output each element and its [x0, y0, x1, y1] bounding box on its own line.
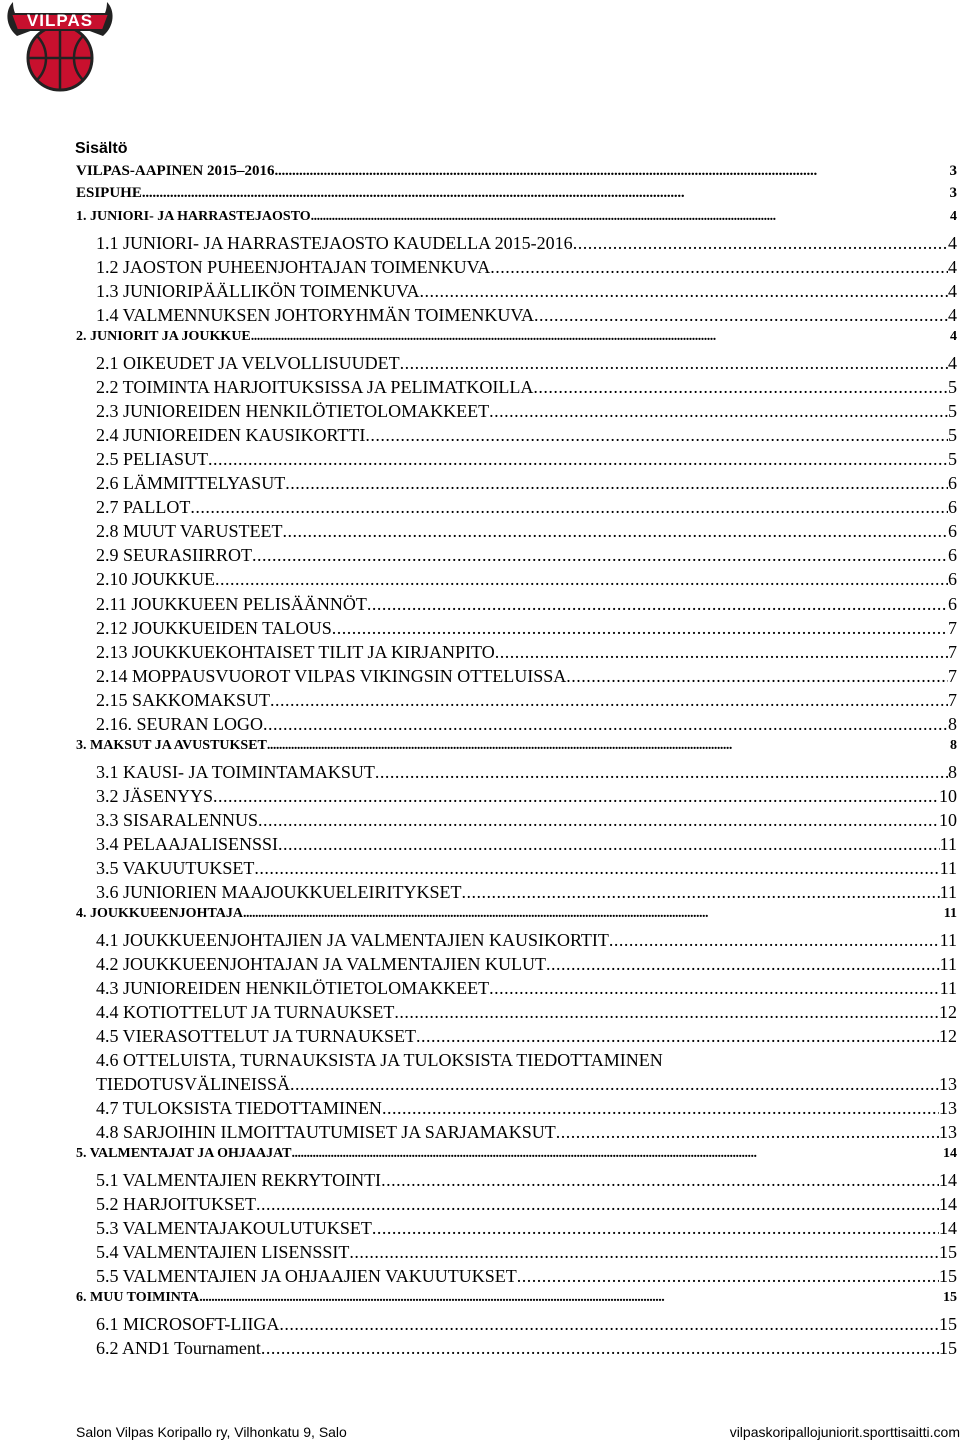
toc-page-number: 11: [939, 882, 957, 902]
toc-entry[interactable]: [96, 618, 957, 639]
toc-entry-title: 2.12 JOUKKUEIDEN TALOUS: [96, 618, 332, 638]
toc-leader-dots: [208, 449, 948, 470]
toc-entry-title: 3. MAKSUT JA AVUSTUKSET: [76, 738, 267, 753]
toc-entry-title: 4.7 TULOKSISTA TIEDOTTAMINEN: [96, 1098, 382, 1118]
toc-entry-title: 2.8 MUUT VARUSTEET: [96, 521, 283, 541]
toc-leader-dots: [372, 1218, 939, 1239]
toc-page-number: 7: [948, 690, 957, 710]
toc-entry-title: 2.3 JUNIOREIDEN HENKILÖTIETOLOMAKKEET: [96, 401, 490, 421]
toc-leader-dots: [252, 545, 948, 566]
toc-page-number: 4: [950, 329, 957, 344]
toc-entry[interactable]: [96, 954, 957, 975]
toc-leader-dots: [283, 521, 948, 542]
toc-leader-dots: [382, 1098, 939, 1119]
toc-leader-dots: [263, 714, 948, 735]
toc-entry-title: 2.16. SEURAN LOGO: [96, 714, 264, 734]
toc-entry-title: 2.13 JOUKKUEKOHTAISET TILIT JA KIRJANPITO: [96, 642, 495, 662]
toc-leader-dots: [256, 1194, 939, 1215]
toc-leader-dots: [213, 786, 939, 807]
toc-page-number: 12: [939, 1002, 957, 1022]
toc-entry[interactable]: [96, 762, 957, 783]
toc-entry-title: 2.9 SEURASIIRROT: [96, 545, 253, 565]
toc-page-number: 11: [939, 834, 957, 854]
toc-entry[interactable]: [96, 882, 957, 903]
toc-entry[interactable]: [96, 1218, 957, 1239]
toc-entry[interactable]: [76, 1290, 957, 1306]
toc-page-number: 15: [939, 1338, 957, 1358]
toc-entry[interactable]: [96, 1194, 957, 1215]
toc-leader-dots: [490, 257, 948, 278]
toc-entry-title: 2.7 PALLOT: [96, 497, 191, 517]
toc-entry-title: 4.1 JOUKKUEENJOHTAJIEN JA VALMENTAJIEN KAUSIKORTIT: [96, 930, 609, 950]
toc-entry[interactable]: [76, 209, 957, 225]
toc-leader-dots: [365, 425, 948, 446]
toc-leader-dots: [394, 1002, 939, 1023]
toc-entry[interactable]: [96, 449, 957, 470]
toc-entry[interactable]: [96, 1242, 957, 1263]
toc-leader-dots: [367, 594, 948, 615]
toc-page-number: 6: [948, 594, 957, 614]
toc-page-number: 3: [949, 185, 957, 201]
toc-leader-dots: [416, 1026, 939, 1047]
toc-entry-title: 2.2 TOIMINTA HARJOITUKSISSA JA PELIMATKOILLA: [96, 377, 534, 397]
toc-entry-title: 6.1 MICROSOFT-LIIGA: [96, 1314, 280, 1334]
toc-entry-title: 1.3 JUNIORIPÄÄLLIKÖN TOIMENKUVA: [96, 281, 420, 301]
toc-page-number: 5: [948, 401, 957, 421]
toc-leader-dots: [381, 1170, 939, 1191]
toc-page-number: 7: [948, 666, 957, 686]
toc-entry[interactable]: [96, 521, 957, 542]
toc-leader-dots: [546, 954, 940, 975]
toc-page-number: 11: [939, 954, 957, 974]
toc-page-number: 6: [948, 545, 957, 565]
toc-page-number: 4: [948, 281, 957, 301]
toc-page-number: 6: [948, 473, 957, 493]
toc-entry-title: 4.2 JOUKKUEENJOHTAJAN JA VALMENTAJIEN KULUT: [96, 954, 546, 974]
toc-page-number: 11: [939, 978, 957, 998]
toc-entry[interactable]: [96, 377, 957, 398]
toc-entry-title: 6.2 AND1 Tournament: [96, 1338, 261, 1358]
toc-leader-dots: [311, 209, 950, 225]
toc-entry-title: TIEDOTUSVÄLINEISSÄ: [96, 1074, 290, 1094]
toc-entry-title: 5.3 VALMENTAJAKOULUTUKSET: [96, 1218, 372, 1238]
toc-entry-title: 2. JUNIORIT JA JOUKKUE: [76, 329, 251, 344]
toc-leader-dots: [573, 233, 948, 254]
toc-leader-dots: [251, 329, 950, 345]
logo-text: VILPAS: [26, 11, 94, 30]
toc-page-number: 13: [939, 1098, 957, 1118]
toc-entry[interactable]: [96, 497, 957, 518]
toc-entry-title: 2.14 MOPPAUSVUOROT VILPAS VIKINGSIN OTTELUISSA: [96, 666, 567, 686]
toc-entry-title: 4.4 KOTIOTTELUT JA TURNAUKSET: [96, 1002, 395, 1022]
toc-entry[interactable]: [96, 233, 957, 254]
toc-page-number: 14: [939, 1170, 957, 1190]
toc-entry-title: 5. VALMENTAJAT JA OHJAAJAT: [76, 1146, 292, 1161]
toc-entry-title: 5.2 HARJOITUKSET: [96, 1194, 256, 1214]
toc-leader-dots: [489, 401, 948, 422]
toc-entry-title: 2.5 PELIASUT: [96, 449, 208, 469]
toc-entry[interactable]: [96, 1170, 957, 1191]
toc-entry-title: 3.6 JUNIORIEN MAAJOUKKUELEIRITYKSET: [96, 882, 462, 902]
toc-leader-dots: [290, 1074, 939, 1095]
toc-leader-dots: [609, 930, 940, 951]
toc-page-number: 11: [939, 858, 957, 878]
toc-entry-title: 2.4 JUNIOREIDEN KAUSIKORTTI: [96, 425, 366, 445]
toc-leader-dots: [566, 666, 948, 687]
toc-entry-title: 2.6 LÄMMITTELYASUT: [96, 473, 286, 493]
toc-entry-title: 4.3 JUNIOREIDEN HENKILÖTIETOLOMAKKEET: [96, 978, 490, 998]
toc-leader-dots: [489, 978, 940, 999]
toc-page-number: 6: [948, 521, 957, 541]
toc-entry-title: 1.1 JUNIORI- JA HARRASTEJAOSTO KAUDELLA 2015-2016: [96, 233, 573, 253]
toc-entry[interactable]: [96, 1098, 957, 1119]
toc-page-number: 7: [948, 618, 957, 638]
toc-leader-dots: [190, 497, 948, 518]
toc-entry-title: 5.4 VALMENTAJIEN LISENSSIT: [96, 1242, 350, 1262]
toc-page-number: 5: [948, 449, 957, 469]
toc-leader-dots: [274, 163, 949, 180]
toc-entry[interactable]: [96, 569, 957, 590]
toc-entry[interactable]: [96, 810, 957, 831]
footer-website: vilpaskoripallojuniorit.sporttisaitti.com: [729, 1424, 960, 1440]
toc-leader-dots: [199, 1290, 943, 1306]
toc-entry[interactable]: [96, 642, 957, 663]
toc-entry[interactable]: [96, 545, 957, 566]
toc-leader-dots: [279, 1314, 939, 1335]
toc-entry-title: VILPAS-AAPINEN 2015–2016: [76, 163, 275, 179]
toc-entry-title: ESIPUHE: [76, 185, 142, 201]
toc-entry[interactable]: [96, 473, 957, 494]
toc-leader-dots: [291, 1146, 943, 1162]
toc-entry-title: 1.2 JAOSTON PUHEENJOHTAJAN TOIMENKUVA: [96, 257, 491, 277]
toc-leader-dots: [534, 305, 948, 326]
toc-entry[interactable]: [76, 738, 957, 754]
toc-entry-title: 3.5 VAKUUTUKSET: [96, 858, 255, 878]
toc-entry-title: 1. JUNIORI- JA HARRASTEJAOSTO: [76, 209, 311, 224]
toc-entry[interactable]: [96, 978, 957, 999]
toc-entry[interactable]: [96, 1050, 957, 1071]
toc-page-number: 15: [943, 1290, 957, 1305]
toc-leader-dots: [278, 834, 940, 855]
toc-page-number: 6: [948, 569, 957, 589]
toc-entry[interactable]: [96, 1122, 957, 1143]
toc-entry-title: 2.10 JOUKKUE: [96, 569, 215, 589]
toc-leader-dots: [261, 1338, 939, 1359]
toc-entry-title: 5.5 VALMENTAJIEN JA OHJAAJIEN VAKUUTUKSET: [96, 1266, 517, 1286]
toc-leader-dots: [285, 473, 948, 494]
toc-leader-dots: [461, 882, 939, 903]
toc-entry[interactable]: [96, 1026, 957, 1047]
toc-page-number: 4: [948, 353, 957, 373]
toc-leader-dots: [270, 690, 948, 711]
toc-page-number: 4: [948, 233, 957, 253]
toc-entry[interactable]: [96, 1338, 957, 1359]
toc-entry[interactable]: [96, 1266, 957, 1287]
toc-entry[interactable]: [96, 1002, 957, 1023]
toc-entry[interactable]: [96, 425, 957, 446]
toc-page-number: 11: [943, 906, 957, 921]
toc-page-number: 13: [939, 1122, 957, 1142]
toc-page-number: 13: [939, 1074, 957, 1094]
toc-page-number: 4: [948, 257, 957, 277]
toc-page-number: 11: [939, 930, 957, 950]
toc-entry[interactable]: [96, 257, 957, 278]
toc-entry-title: 2.1 OIKEUDET JA VELVOLLISUUDET: [96, 353, 400, 373]
toc-leader-dots: [556, 1122, 939, 1143]
toc-entry[interactable]: [96, 858, 957, 879]
toc-page-number: 8: [948, 714, 957, 734]
toc-page-number: 5: [948, 425, 957, 445]
toc-entry-title: 5.1 VALMENTAJIEN REKRYTOINTI: [96, 1170, 382, 1190]
toc-leader-dots: [258, 810, 939, 831]
toc-page-number: 8: [948, 762, 957, 782]
toc-entry[interactable]: [76, 329, 957, 345]
toc-leader-dots: [243, 906, 944, 922]
toc-leader-dots: [400, 353, 948, 374]
toc-entry-title: 1.4 VALMENNUKSEN JOHTORYHMÄN TOIMENKUVA: [96, 305, 535, 325]
toc-entry-title: 3.2 JÄSENYYS: [96, 786, 214, 806]
toc-title: Sisältö: [75, 140, 128, 157]
toc-entry-title: 6. MUU TOIMINTA: [76, 1290, 200, 1305]
toc-entry-title: 2.15 SAKKOMAKSUT: [96, 690, 271, 710]
toc-entry-title: 4.5 VIERASOTTELUT JA TURNAUKSET: [96, 1026, 417, 1046]
toc-entry[interactable]: [96, 401, 957, 422]
toc-leader-dots: [332, 618, 948, 639]
toc-entry[interactable]: [96, 666, 957, 687]
toc-page-number: 15: [939, 1314, 957, 1334]
toc-page-number: 7: [948, 642, 957, 662]
toc-leader-dots: [215, 569, 948, 590]
toc-entry[interactable]: [96, 281, 957, 302]
toc-page-number: 10: [939, 810, 957, 830]
toc-entry[interactable]: [76, 1146, 957, 1162]
toc-page-number: 14: [943, 1146, 957, 1161]
toc-page-number: 3: [949, 163, 957, 179]
toc-entry[interactable]: [96, 1074, 957, 1095]
toc-leader-dots: [142, 185, 950, 202]
toc-leader-dots: [420, 281, 949, 302]
toc-entry-title: 4.6 OTTELUISTA, TURNAUKSISTA JA TULOKSISTA TIEDOTTAMINEN: [96, 1050, 663, 1070]
toc-leader-dots: [375, 762, 948, 783]
toc-entry[interactable]: [76, 906, 957, 922]
toc-entry[interactable]: [96, 714, 957, 735]
toc-leader-dots: [267, 738, 950, 754]
toc-entry[interactable]: [76, 185, 957, 202]
toc-page-number: 6: [948, 497, 957, 517]
toc-page-number: 12: [939, 1026, 957, 1046]
toc-entry[interactable]: [96, 786, 957, 807]
toc-entry[interactable]: [96, 1314, 957, 1335]
toc-page-number: 15: [939, 1266, 957, 1286]
toc-leader-dots: [533, 377, 948, 398]
toc-page-number: 5: [948, 377, 957, 397]
toc-entry[interactable]: [96, 305, 957, 326]
toc-entry-title: 4.8 SARJOIHIN ILMOITTAUTUMISET JA SARJAMAKSUT: [96, 1122, 556, 1142]
toc-entry-title: 4. JOUKKUEENJOHTAJA: [76, 906, 243, 921]
toc-page-number: 8: [950, 738, 957, 753]
toc-entry[interactable]: [96, 594, 957, 615]
toc-leader-dots: [254, 858, 939, 879]
toc-page-number: 15: [939, 1242, 957, 1262]
toc-entry-title: 2.11 JOUKKUEEN PELISÄÄNNÖT: [96, 594, 367, 614]
toc-entry-title: 3.1 KAUSI- JA TOIMINTAMAKSUT: [96, 762, 375, 782]
toc-entry[interactable]: [96, 353, 957, 374]
toc-leader-dots: [517, 1266, 939, 1287]
toc-entry[interactable]: [96, 690, 957, 711]
toc-page-number: 4: [948, 305, 957, 325]
toc-page-number: 14: [939, 1218, 957, 1238]
toc-entry-title: 3.4 PELAAJALISENSSI: [96, 834, 279, 854]
toc-page-number: 10: [939, 786, 957, 806]
toc-leader-dots: [349, 1242, 939, 1263]
toc-entry-title: 3.3 SISARALENNUS: [96, 810, 259, 830]
toc-entry[interactable]: [96, 834, 957, 855]
footer-address: Salon Vilpas Koripallo ry, Vilhonkatu 9, Salo: [76, 1424, 347, 1440]
toc-page-number: 14: [939, 1194, 957, 1214]
toc-leader-dots: [495, 642, 948, 663]
toc-page-number: 4: [950, 209, 957, 224]
toc-entry[interactable]: [76, 163, 957, 180]
toc-entry[interactable]: [96, 930, 957, 951]
